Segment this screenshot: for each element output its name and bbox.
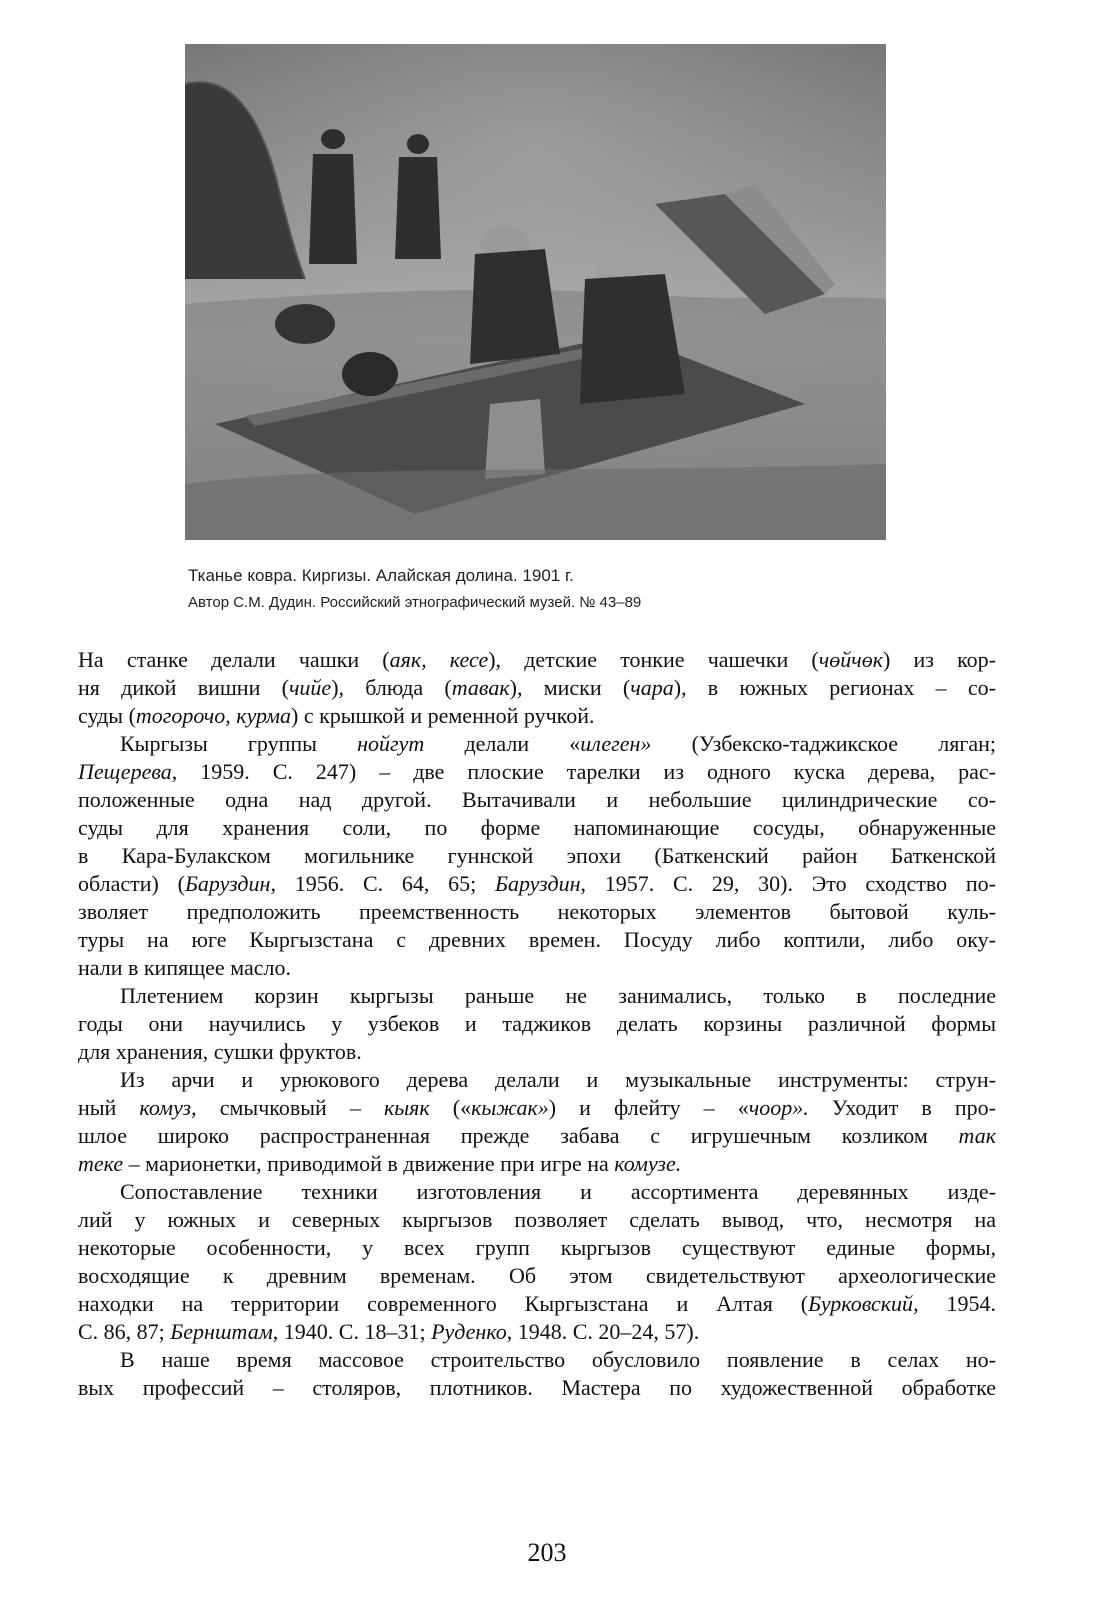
text-line: Пещерева, 1959. С. 247) – две плоские тарелки из одного куска дерева, рас-: [78, 759, 996, 784]
text-line: Кыргызы группы нойгут делали «илеген» (Узбекско-таджикское ляган;: [120, 731, 996, 756]
italic-term: чара: [630, 675, 674, 700]
text-line: годы они научились у узбеков и таджиков делать корзины различной формы: [78, 1011, 996, 1036]
text-line: области) (Баруздин, 1956. С. 64, 65; Баруздин, 1957. С. 29, 30). Это сходство по-: [78, 871, 996, 896]
italic-term: Руденко: [431, 1319, 507, 1344]
text-line: В наше время массовое строительство обусловило появление в селах но-: [120, 1347, 996, 1372]
italic-term: кыяк: [383, 1095, 430, 1120]
italic-term: комуз: [139, 1095, 192, 1120]
italic-term: аяк, кесе: [389, 647, 489, 672]
text-line: находки на территории современного Кыргызстана и Алтая (Бурковский, 1954.: [78, 1291, 996, 1316]
text-line: ный комуз, смычковый – кыяк («кыжак») и флейту – «чоор». Уходит в про-: [78, 1095, 996, 1120]
italic-term: Бурковский: [808, 1291, 914, 1316]
caption-title: Тканье ковра. Киргизы. Алайская долина. 1901 г.: [188, 566, 574, 585]
text-line: некоторые особенности, у всех групп кыргызов существуют единые формы,: [78, 1235, 996, 1260]
text-line: С. 86, 87; Бернштам, 1940. С. 18–31; Руденко, 1948. С. 20–24, 57).: [78, 1319, 700, 1344]
text-line: зволяет предположить преемственность некоторых элементов бытовой куль-: [78, 899, 996, 924]
text-line: нали в кипящее масло.: [78, 955, 291, 980]
italic-term: теке: [78, 1151, 124, 1176]
text-line: положенные одна над другой. Вытачивали и небольшие цилиндрические со-: [78, 787, 996, 812]
text-line: в Кара-Булакском могильнике гуннской эпохи (Баткенский район Баткенской: [78, 843, 996, 868]
italic-term: так: [958, 1123, 996, 1148]
italic-term: Пещерева: [78, 759, 172, 784]
text-line: суды (тогорочо, курма) с крышкой и ременной ручкой.: [78, 703, 595, 728]
italic-term: Бернштам: [170, 1319, 273, 1344]
text-line: Из арчи и урюкового дерева делали и музыкальные инструменты: струн-: [120, 1067, 996, 1092]
carpet-weaving-photo: [185, 44, 886, 540]
italic-term: комузе.: [614, 1151, 682, 1176]
caption-credit: Автор С.М. Дудин. Российский этнографический музей. № 43–89: [188, 594, 642, 611]
text-line: шлое широко распространенная прежде забава с игрушечным козликом так: [78, 1123, 996, 1148]
page-number: 203: [527, 1538, 567, 1567]
text-line: ня дикой вишни (чийе), блюда (тавак), миски (чара), в южных регионах – со-: [78, 675, 996, 700]
text-line: теке – марионетки, приводимой в движение при игре на комузе.: [78, 1151, 682, 1176]
italic-term: чийе: [288, 675, 332, 700]
text-line: Плетением корзин кыргызы раньше не занимались, только в последние: [120, 983, 996, 1008]
text-line: восходящие к древним временам. Об этом свидетельствуют археологические: [78, 1263, 996, 1288]
italic-term: чөйчөк: [818, 647, 883, 672]
italic-term: тогорочо, курма: [135, 703, 291, 728]
text-line: На станке делали чашки (аяк, кесе), детские тонкие чашечки (чөйчөк) из кор-: [78, 647, 996, 672]
italic-term: кыжак»: [471, 1095, 549, 1120]
text-line: для хранения, сушки фруктов.: [78, 1039, 362, 1064]
italic-term: нойгут: [357, 731, 425, 756]
text-line: туры на юге Кыргызстана с древних времен. Посуду либо коптили, либо оку-: [78, 927, 996, 952]
italic-term: илеген»: [580, 731, 652, 756]
body-text: [78, 646, 996, 1402]
text-line: лий у южных и северных кыргызов позволяет сделать вывод, что, несмотря на: [78, 1207, 996, 1232]
italic-term: Баруздин: [494, 871, 581, 896]
text-line: Сопоставление техники изготовления и ассортимента деревянных изде-: [120, 1179, 996, 1204]
figure-caption: [188, 562, 641, 616]
text-line: вых профессий – столяров, плотников. Мастера по художественной обработке: [78, 1375, 996, 1400]
italic-term: чоор».: [748, 1095, 809, 1120]
text-line: суды для хранения соли, по форме напоминающие сосуды, обнаруженные: [78, 815, 996, 840]
italic-term: Баруздин: [184, 871, 271, 896]
italic-term: тавак: [451, 675, 510, 700]
